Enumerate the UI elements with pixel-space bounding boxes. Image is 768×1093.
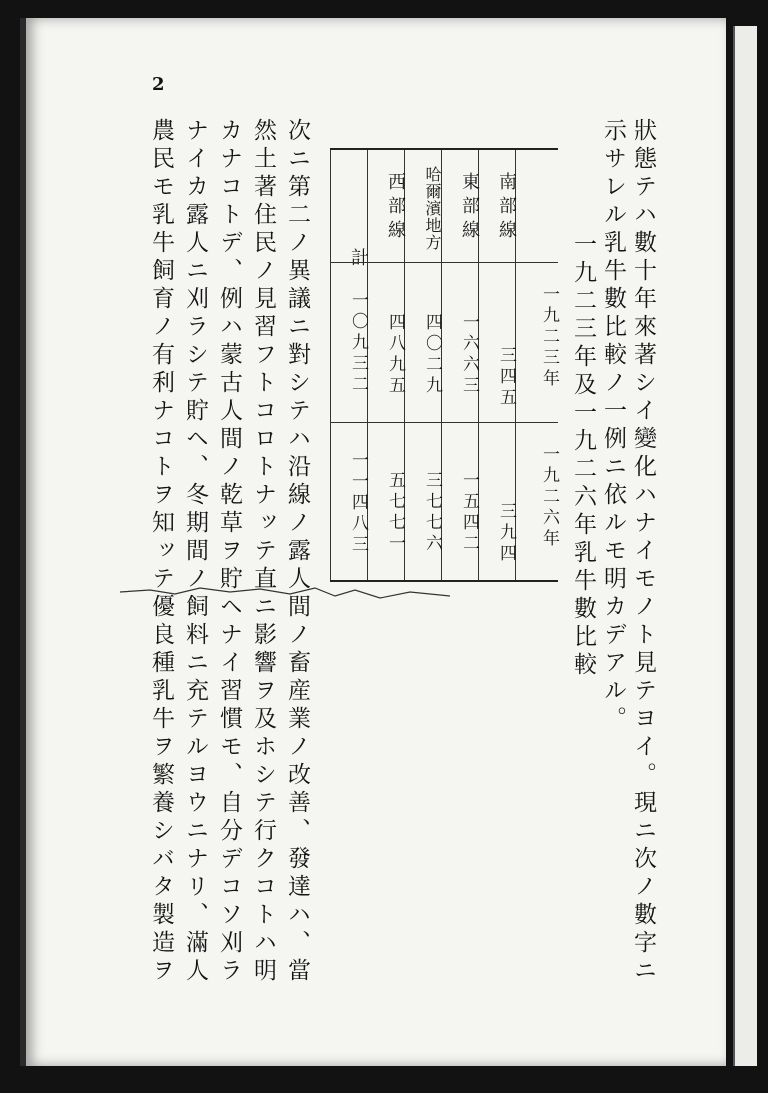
row-label: 南部線 (496, 172, 517, 244)
year-header-1926: 一九二六年 (539, 444, 559, 550)
text-column-1: 狀態テハ數十年來著シイ變化ハナイモノト見テヨイ。現ニ次ノ數字ニ (630, 118, 656, 986)
value-1926: 三九四 (496, 501, 516, 565)
page-number: 2 (152, 74, 165, 95)
adjacent-page-edge (733, 26, 757, 1066)
text-column-2: 示サレル乳牛數比較ノ一例ニ依ルモ明カデアル。 (600, 118, 626, 734)
table-row-total (330, 150, 368, 580)
value-1923: 一〇九三二 (348, 290, 368, 396)
table-divider (330, 262, 558, 263)
value-1923: 四八九五 (385, 313, 405, 397)
row-label: 計 (348, 248, 369, 272)
table-row-south (478, 150, 516, 580)
table-row-harbin (404, 150, 442, 580)
table-corner-header (516, 158, 559, 258)
text-column-8: 農民モ乳牛飼育ノ有利ナコトヲ知ッテ優良種乳牛ヲ繁養シバタ製造ヲ (148, 118, 174, 986)
row-label: 西部線 (385, 172, 406, 244)
value-1923: 三四五 (496, 345, 516, 409)
text-column-5: 然土著住民ノ見習フトコロトナッテ直ニ影響ヲ及ホシテ行クコトハ明 (250, 118, 276, 986)
value-1923: 一六六三 (459, 313, 479, 397)
table-caption: 一九二三年及一九二六年乳牛數比較 (570, 232, 596, 680)
cattle-count-table (330, 148, 558, 582)
year-header-column (515, 150, 559, 580)
value-1926: 五七七一 (385, 471, 405, 555)
value-1923: 四〇二九 (422, 313, 442, 397)
value-1926: 一五四二 (459, 471, 479, 555)
row-label: 東部線 (459, 172, 480, 244)
row-label: 哈爾濱地方 (423, 165, 442, 251)
page-tear-line (120, 570, 450, 610)
table-row-east (441, 150, 479, 580)
text-column-6: カナコトデ、例ハ蒙古人間ノ乾草ヲ貯ヘナイ習慣モ、自分デコソ刈ラ (216, 118, 242, 986)
table-row-west (367, 150, 405, 580)
text-column-7: ナイカ露人ニ刈ラシテ貯ヘ、冬期間ノ飼料ニ充テルヨウニナリ、滿人 (182, 118, 208, 986)
value-1926: 三七七六 (422, 471, 442, 555)
year-header-1923: 一九二三年 (539, 284, 559, 390)
value-1926: 一一四八三 (348, 450, 368, 556)
text-column-4: 次ニ第二ノ異議ニ對シテハ沿線ノ露人間ノ畜産業ノ改善、發達ハ、當 (284, 118, 310, 986)
table-divider (330, 422, 558, 423)
